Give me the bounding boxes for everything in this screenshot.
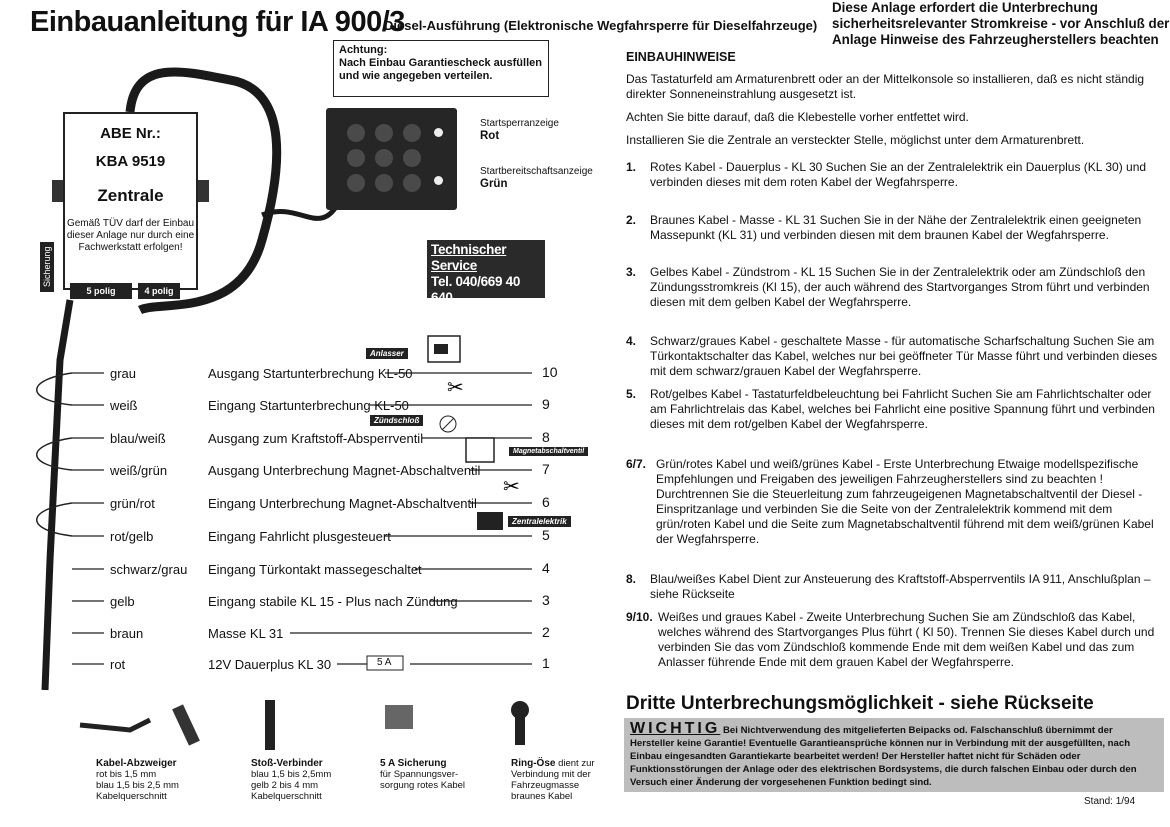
key-3 <box>403 124 421 142</box>
wire-color: blau/weiß <box>110 431 166 446</box>
key-9 <box>403 174 421 192</box>
ready-label: Startbereitschaftsanzeige <box>480 166 593 177</box>
wire-color: weiß/grün <box>110 463 168 478</box>
ready-color: Grün <box>480 178 508 190</box>
key-5 <box>375 149 393 167</box>
wire-num: 10 <box>542 364 558 380</box>
instr-p2: Achten Sie bitte darauf, daß die Klebestelle vorher entfettet wird. <box>626 110 969 124</box>
achtung-text: Nach Einbau Garantiescheck ausfüllen und wie angegeben verteilen. <box>339 57 542 82</box>
stand-label: Stand: 1/94 <box>1084 796 1136 807</box>
led-red <box>434 128 443 137</box>
kabel-abzweiger-icon <box>80 720 150 730</box>
tag-anlasser: Anlasser <box>366 348 408 359</box>
fuse-value: 5 A <box>377 657 392 668</box>
zentrale-box <box>63 112 198 290</box>
einbau-heading: EINBAUHINWEISE <box>626 50 736 64</box>
tag-zentralelektrik: Zentralelektrik <box>508 516 571 527</box>
wire-desc: Masse KL 31 <box>208 626 284 641</box>
service-tel: Tel. 040/669 40 640 <box>431 274 521 305</box>
wire-desc: Ausgang Unterbrechung Magnet-Abschaltventil <box>208 463 481 478</box>
wire-desc: Eingang Startunterbrechung KL-50 <box>208 398 409 413</box>
acc-ringoese: Ring-Öse dient zur Verbindung mit der Fahrzeugmasse braunes Kabel <box>511 758 595 802</box>
key-2 <box>375 124 393 142</box>
ring-oese-icon <box>511 701 529 719</box>
starter-body-icon <box>434 344 448 354</box>
instr-p3: Installieren Sie die Zentrale an versteckter Stelle, möglichst unter dem Armaturenbrett. <box>626 133 1085 147</box>
indicator-ready <box>480 166 593 191</box>
wire-row <box>0 657 560 679</box>
wire-color: schwarz/grau <box>110 562 188 577</box>
acc-sicherung: 5 A Sicherung für Spannungsver- sorgung rotes Kabel <box>380 758 466 791</box>
mount-ear-right <box>197 180 209 202</box>
wire-row <box>0 496 560 518</box>
wire-desc: Ausgang zum Kraftstoff-Absperrventil <box>208 431 424 446</box>
wire-row <box>0 398 560 420</box>
wire-desc: Eingang stabile KL 15 - Plus nach Zündung <box>208 594 458 609</box>
sicherung-icon <box>385 705 413 729</box>
key-1 <box>347 124 365 142</box>
wire-row <box>0 431 560 453</box>
wire-color: rot <box>110 657 126 672</box>
wire-color: gelb <box>110 594 135 609</box>
wire-color: grau <box>110 366 137 381</box>
keypad-panel <box>326 108 457 210</box>
wire-num: 5 <box>542 527 550 543</box>
instr-p1: Das Tastaturfeld am Armaturenbrett oder an der Mittelkonsole so installieren, daß es nicht ständig direkter Sonneneinstrahlung ausgesetzt ist. <box>626 72 1145 101</box>
third-option-heading: Dritte Unterbrechungsmöglichkeit - siehe Rückseite <box>626 693 1094 714</box>
service-title: Technischer Service <box>431 242 507 273</box>
service-fax: Fax 040/669 40 699 <box>431 306 522 337</box>
acc-stossverbinder: Stoß-Verbinder blau 1,5 bis 2,5mm gelb 2 bis 4 mm Kabelquerschnitt <box>251 758 332 802</box>
wichtig-box <box>624 718 1164 792</box>
page-title: Einbauanleitung für IA 900/3 <box>30 6 405 38</box>
startlock-color: Rot <box>480 130 500 142</box>
wire-desc: Eingang Türkontakt massegeschaltet <box>208 562 422 577</box>
wire-desc: Ausgang Startunterbrechung KL-50 <box>208 366 413 381</box>
connector-4pol: 4 polig <box>138 283 180 299</box>
fuse-label: Sicherung <box>40 242 54 292</box>
key-8 <box>375 174 393 192</box>
led-green <box>434 176 443 185</box>
tag-zuendschloss: Zündschloß <box>370 415 423 426</box>
wire-color: braun <box>110 626 144 641</box>
wire-row <box>0 529 560 551</box>
scissors2-icon: ✂ <box>503 476 520 498</box>
tag-magnet: Magnetabschaltventil <box>509 447 588 456</box>
wire-row <box>0 626 560 648</box>
wire-color: grün/rot <box>110 496 155 511</box>
wire-desc: Eingang Fahrlicht plusgesteuert <box>208 529 391 544</box>
wire-num: 2 <box>542 624 550 640</box>
key-7 <box>347 174 365 192</box>
startlock-label: Startsperranzeige <box>480 118 559 129</box>
warning-header: Diese Anlage erfordert die Unterbrechung sicherheitsrelevanter Stromkreise - vor Anschluß der Anlage Hinweise des Fahrzeugherstellers beachten <box>832 0 1170 47</box>
acc-kabelabzweiger: Kabel-Abzweiger rot bis 1,5 mm blau 1,5 bis 2,5 mm Kabelquerschnitt <box>96 758 179 802</box>
connector-5pol: 5 polig <box>70 283 132 299</box>
accessory-images <box>70 695 610 755</box>
achtung-head: Achtung: <box>339 44 388 56</box>
wire-desc: Eingang Unterbrechung Magnet-Abschaltventil <box>208 496 477 511</box>
wire-num: 6 <box>542 494 550 510</box>
wire-num: 4 <box>542 560 550 576</box>
wichtig-head: WICHTIG <box>630 720 721 737</box>
wire-desc: 12V Dauerplus KL 30 <box>208 657 332 672</box>
stossverbinder-icon <box>265 700 275 750</box>
key-4 <box>347 149 365 167</box>
achtung-box <box>333 40 549 97</box>
zentrale-name: Zentrale <box>97 186 164 205</box>
wire-num: 3 <box>542 592 550 608</box>
wire-num: 1 <box>542 655 550 671</box>
wire-row <box>0 366 560 388</box>
zentrale-note: Gemäß TÜV darf der Einbau dieser Anlage nur durch eine Fachwerkstatt erfolgen! <box>66 218 195 253</box>
scissors-icon: ✂ <box>447 377 464 399</box>
wire-num: 8 <box>542 429 550 445</box>
page-subtitle: Diesel-Ausführung (Elektronische Wegfahrsperre für Dieselfahrzeuge) <box>384 18 818 33</box>
wire-color: weiß <box>110 398 138 413</box>
kabel-clip-icon <box>172 704 200 745</box>
indicator-startlock <box>480 118 559 143</box>
abe-label: ABE Nr.: <box>100 125 161 142</box>
wire-row <box>0 594 560 616</box>
wichtig-text: Bei Nichtverwendung des mitgelieferten Beipacks od. Falschanschluß übernimmt der Hersteller keine Garantie! Eventuelle Garantieansprüche können nur in Verbindung mit der ausgefüllten, nach Einbau eingesandten Garantiekarte bearbeitet werden! Der Hersteller haftet nicht für Schäden oder Funktionsstörungen der Anlage oder des elektrischen Bordsystems, die durch falschen Einbau oder durch den Versuch einer Änderung der vorgesehenen Funktion bedingt sind. <box>630 725 1137 788</box>
wire-row <box>0 562 560 584</box>
wire-num: 9 <box>542 396 550 412</box>
wire-color: rot/gelb <box>110 529 154 544</box>
kba-label: KBA 9519 <box>95 153 166 170</box>
service-box <box>427 240 545 337</box>
wire-num: 7 <box>542 461 550 477</box>
key-6 <box>403 149 421 167</box>
wire-row <box>0 463 560 485</box>
